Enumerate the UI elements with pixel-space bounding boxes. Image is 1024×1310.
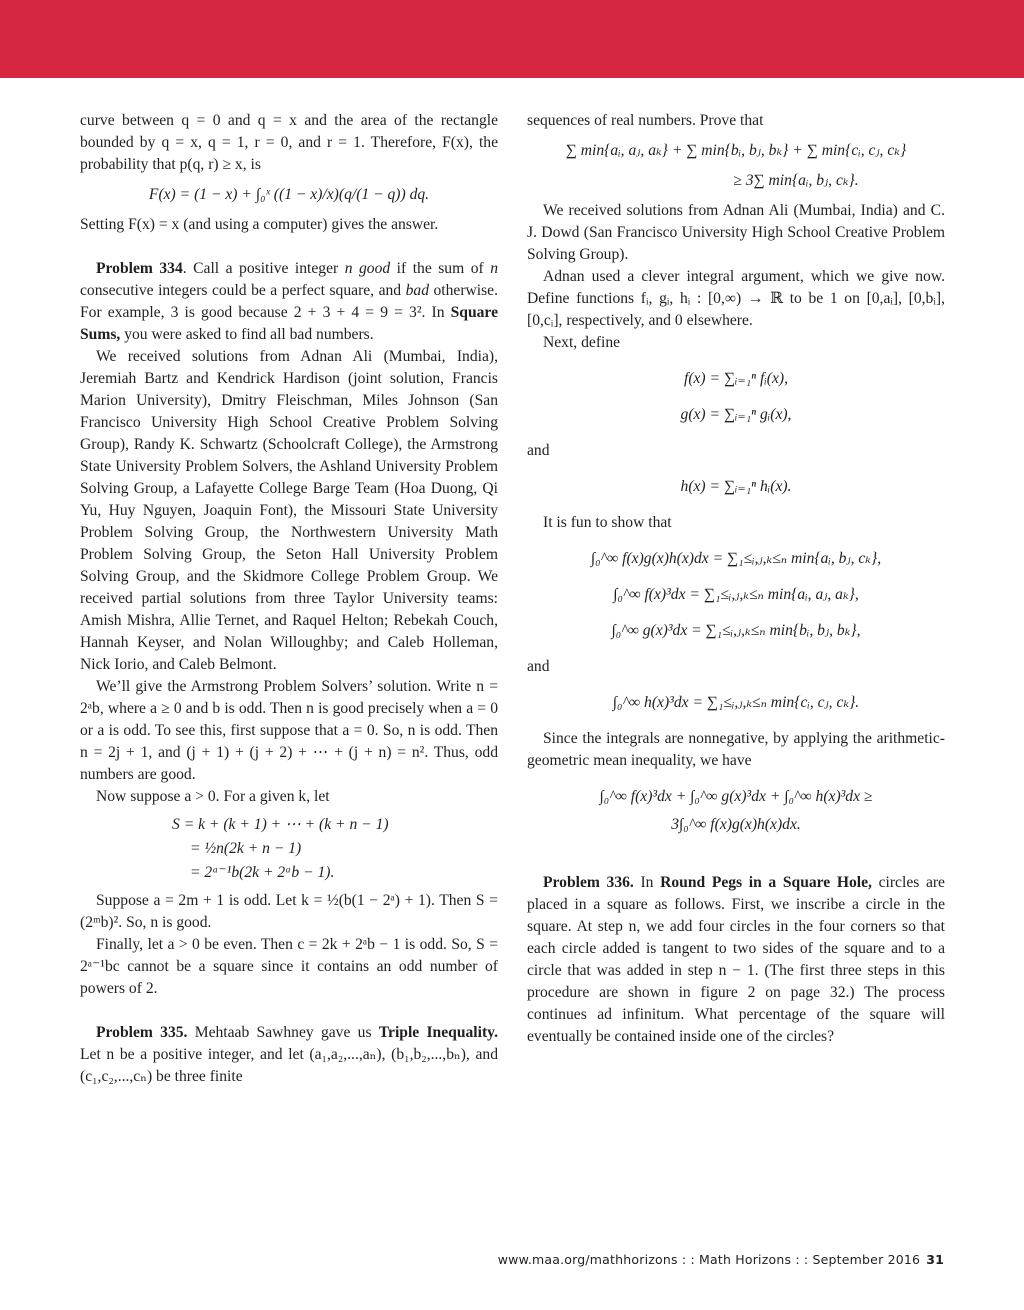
connector-and: and — [527, 442, 550, 459]
problem-336-statement: Problem 336. In Round Pegs in a Square Hole, circles are placed in a square as follows. First, we inscribe a circle in the square. At step n, we add four circles in the four corners so that each circle added is tangent to two sides of the square and to a circle that was added in step n − 1. (The first three steps in this procedure are shown in figure 2 on page 32.) The process continues ad infinitum. What percentage of the square will eventually be contained inside one of the circles? — [527, 874, 945, 1045]
integral-g3: ∫₀^∞ g(x)³dx = ∑₁≤ᵢ,ⱼ,ₖ≤ₙ min{bᵢ, bⱼ, bₖ}, — [611, 622, 861, 639]
definition-f: f(x) = ∑ᵢ₌₁ⁿ fᵢ(x), — [683, 370, 788, 387]
integral-fgh: ∫₀^∞ f(x)g(x)h(x)dx = ∑₁≤ᵢ,ⱼ,ₖ≤ₙ min{aᵢ, bⱼ, cₖ}, — [590, 550, 882, 567]
equation-S: S = k + (k + 1) + ⋯ + (k + n − 1) = ½n(2k + n − 1) = 2ᵃ⁻¹b(2k + 2ᵃb − 1). — [172, 816, 389, 881]
amgm-line-2: 3∫₀^∞ f(x)g(x)h(x)dx. — [671, 816, 801, 833]
paragraph: Since the integrals are nonnegative, by applying the arithmetic-geometric mean inequality, we have — [527, 730, 945, 769]
paragraph: We’ll give the Armstrong Problem Solvers’ solution. Write n = 2ᵃb, where a ≥ 0 and b is odd. Then n is good precisely when a = 0 or a is odd. To see this, first suppose that a = 0. So, n is odd. Then n = 2j + 1, and (j + 1) + (j + 2) + ⋯ + (j + n) = n². Thus, odd numbers are good. — [80, 678, 498, 783]
paragraph: Now suppose a > 0. For a given k, let — [96, 788, 330, 805]
problem-335-title: Triple Inequality. — [378, 1024, 498, 1041]
problem-334-label: Problem 334 — [96, 260, 183, 277]
footer-text: www.maa.org/mathhorizons : : Math Horizons : : September 2016 — [497, 1252, 921, 1267]
problem-334-title: Square Sums, — [80, 304, 498, 343]
paragraph: Adnan used a clever integral argument, which we give now. Define functions fᵢ, gᵢ, hᵢ : [0,∞) → ℝ to be 1 on [0,aᵢ], [0,bᵢ], [0,cᵢ], respectively, and 0 elsewhere. — [527, 268, 945, 329]
problem-336-label: Problem 336. — [543, 874, 634, 891]
page-number: 31 — [926, 1252, 944, 1267]
left-column — [80, 110, 498, 1088]
amgm-line-1: ∫₀^∞ f(x)³dx + ∫₀^∞ g(x)³dx + ∫₀^∞ h(x)³dx ≥ — [599, 788, 873, 805]
definition-g: g(x) = ∑ᵢ₌₁ⁿ gᵢ(x), — [680, 406, 792, 423]
page-footer — [498, 1252, 944, 1267]
problem-335-statement: Problem 335. Mehtaab Sawhney gave us Triple Inequality. Let n be a positive integer, and let (a₁,a₂,...,aₙ), (b₁,b₂,...,bₙ), and (c₁,c₂,...,cₙ) be three finite — [80, 1024, 498, 1085]
inequality-line-1: ∑ min{aᵢ, aⱼ, aₖ} + ∑ min{bᵢ, bⱼ, bₖ} + ∑ min{cᵢ, cⱼ, cₖ} — [565, 142, 907, 159]
definition-h: h(x) = ∑ᵢ₌₁ⁿ hᵢ(x). — [680, 478, 792, 495]
solvers-list: We received solutions from Adnan Ali (Mumbai, India), Jeremiah Bartz and Kendrick Hardison (joint solution, Francis Marion University), Dmitry Fleischman, Miles Johnson (San Francisco University High School Creative Problem Solving Group), Randy K. Schwartz (Schoolcraft College), the Armstrong State University Problem Solvers, the Ashland University Problem Solving Group, a Lafayette College Barge Team (Hoa Duong, Qi Yu, Huy Nguyen, Joaquin Font), the Missouri State University Problem Solving Group, the Northwestern University Math Problem Solving Group, the Seton Hall University Problem Solving Group, and the Skidmore College Problem Group. We received partial solutions from three Taylor University teams: Amish Mishra, Allie Ternet, and Raquel Helton; Rebekah Couch, Hannah Keyser, and Nolan Willoughby; and Caleb Holleman, Nick Iorio, and Caleb Belmont. — [80, 348, 498, 673]
connector-and: and — [527, 658, 550, 675]
paragraph: sequences of real numbers. Prove that — [527, 112, 764, 129]
integral-f3: ∫₀^∞ f(x)³dx = ∑₁≤ᵢ,ⱼ,ₖ≤ₙ min{aᵢ, aⱼ, aₖ}, — [613, 586, 859, 603]
header-banner — [0, 0, 1024, 78]
paragraph: curve between q = 0 and q = x and the area of the rectangle bounded by q = x, q = 1, r = 0, and r = 1. Therefore, F(x), the probability that p(q, r) ≥ x, is — [80, 112, 498, 173]
paragraph: We received solutions from Adnan Ali (Mumbai, India) and C. J. Dowd (San Francisco University High School Creative Problem Solving Group). — [527, 202, 945, 263]
paragraph: Next, define — [543, 334, 621, 351]
equation-F: F(x) = (1 − x) + ∫₀ˣ ((1 − x)/x)(q/(1 − q)) dq. — [148, 186, 430, 203]
problem-335-label: Problem 335. — [96, 1024, 188, 1041]
paragraph: Setting F(x) = x (and using a computer) gives the answer. — [80, 216, 439, 233]
paragraph: It is fun to show that — [543, 514, 672, 531]
paragraph: Finally, let a > 0 be even. Then c = 2k + 2ᵃb − 1 is odd. So, S = 2ᵃ⁻¹bc cannot be a square since it contains an odd number of powers of 2. — [80, 936, 498, 997]
right-column — [527, 110, 945, 1048]
problem-334-statement: Problem 334. Call a positive integer n good if the sum of n consecutive integers could be a perfect square, and bad otherwise. For example, 3 is good because 2 + 3 + 4 = 9 = 3². In Square Sums, you were asked to find all bad numbers. — [80, 260, 498, 343]
problem-336-title: Round Pegs in a Square Hole, — [660, 874, 872, 891]
paragraph: Suppose a = 2m + 1 is odd. Let k = ½(b(1 − 2ᵃ) + 1). Then S = (2ᵐb)². So, n is good. — [80, 892, 498, 931]
integral-h3: ∫₀^∞ h(x)³dx = ∑₁≤ᵢ,ⱼ,ₖ≤ₙ min{cᵢ, cⱼ, cₖ}. — [612, 694, 860, 711]
inequality-line-2: ≥ 3∑ min{aᵢ, bⱼ, cₖ}. — [733, 172, 859, 189]
